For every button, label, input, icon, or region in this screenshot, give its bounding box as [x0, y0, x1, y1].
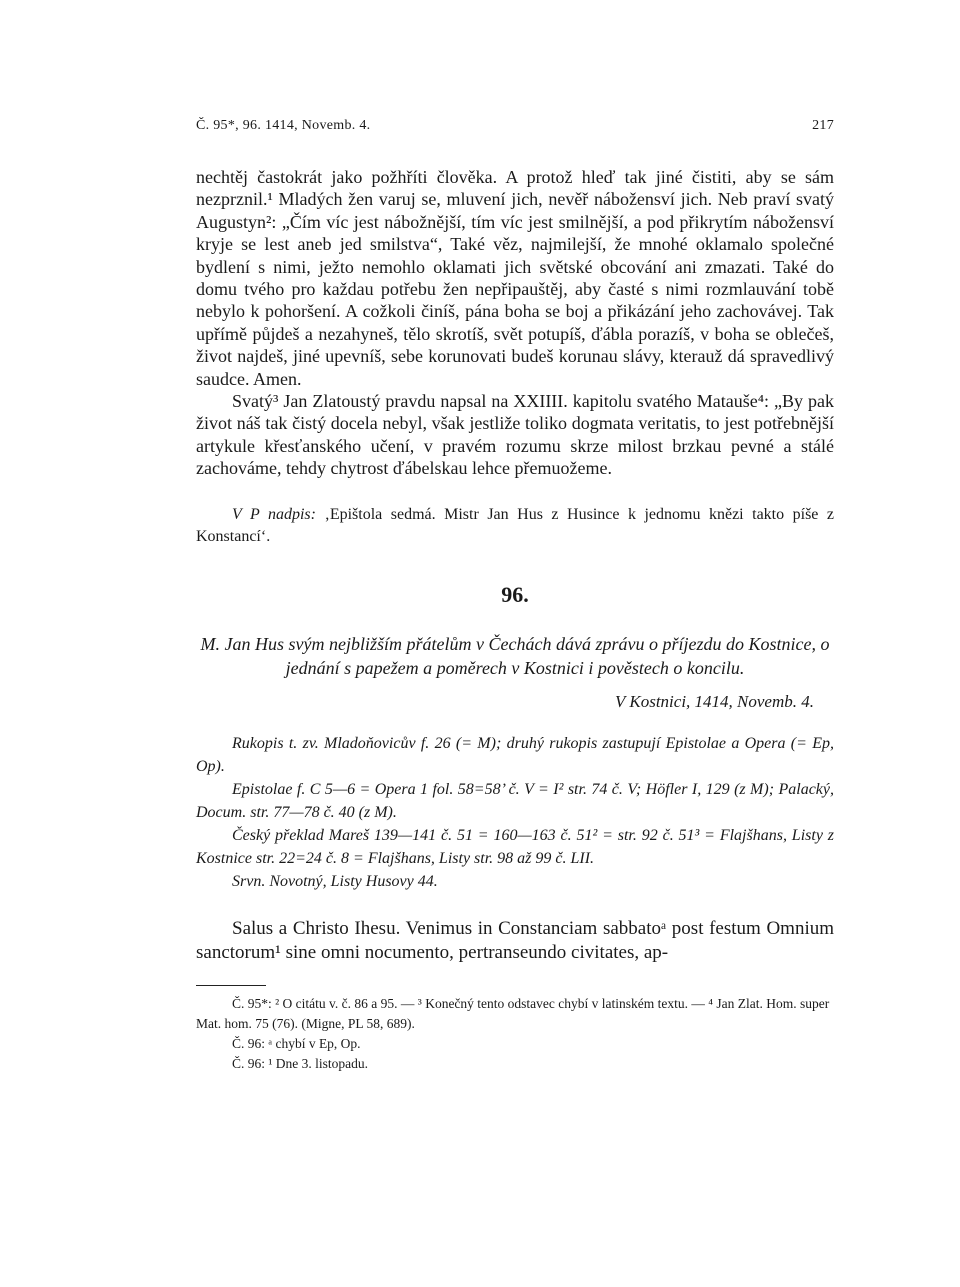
place-date: V Kostnici, 1414, Novemb. 4.: [615, 691, 814, 711]
footnote: Č. 95*: ² O citátu v. č. 86 a 95. — ³ Konečný tento odstavec chybí v latinském textu. — ⁴ Jan Zlat. Hom. super Mat. hom. 75 (76). (Migne, PL 58, 689).: [196, 995, 830, 1031]
latin-text: [196, 917, 834, 965]
source-line: Český překlad Mareš 139—141 č. 51 = 160—163 č. 51² = str. 92 č. 51³ = Flajšhans, Listy z Kostnice str. 22=24 č. 8 = Flajšhans, Listy str. 98 až 99 č. LII.: [196, 826, 834, 867]
source-line: Rukopis t. zv. Mladoňovicův f. 26 (= M); druhý rukopis zastupují Epistolae a Opera (= Ep, Op).: [196, 734, 834, 775]
source-references: [196, 732, 834, 893]
running-header: [196, 118, 834, 140]
czech-body-text: [196, 166, 834, 480]
footnotes: [196, 994, 834, 1074]
source-line: Epistolae f. C 5—6 = Opera 1 fol. 58=58’ č. V = I² str. 74 č. V; Höfler I, 129 (z M); Palacký, Docum. str. 77—78 č. 40 (z M).: [196, 780, 834, 821]
document-title: M. Jan Hus svým nejbližším přátelům v Čechách dává zprávu o příjezdu do Kostnice, o jednání s papežem a poměrech v Kostnici i pověstech o koncilu.: [200, 633, 830, 678]
page-number: 217: [812, 118, 834, 133]
footnote: Č. 96: ¹ Dne 3. listopadu.: [232, 1055, 369, 1071]
footnote: Č. 96: ᵃ chybí v Ep, Op.: [232, 1035, 361, 1051]
variant-note: [196, 504, 834, 548]
document-number: 96.: [501, 581, 529, 607]
footnote-rule: [196, 985, 266, 986]
note-text: ‚Epištola sedmá. Mistr Jan Hus z Husince k jednomu knězi takto píše z Konstancí‘.: [196, 505, 834, 545]
source-line: Srvn. Novotný, Listy Husovy 44.: [232, 872, 438, 890]
latin-line: Salus a Christo Ihesu. Venimus in Constanciam sabbatoᵃ post festum Omnium sanctorum¹ sine omni nocumento, pertranseundo civitates, ap-: [196, 917, 834, 963]
paragraph-2: Svatý³ Jan Zlatoustý pravdu napsal na XXIIII. kapitolu svatého Matauše⁴: „By pak život náš tak čistý docela nebyl, však jestliže toliko dogmata veritatis, to jest potřebnější artykule křesťanského učení, v pravém rozumu skrze milost brzkau pevné a stálé zachováme, tehdy chytrost ďábelskau lehce přemuožeme.: [196, 391, 834, 479]
paragraph-1: nechtěj častokrát jako požhříti člověka. A protož hleď tak jiné čistiti, aby se sám nezprznil.¹ Mladých žen varuj se, mluvení jich, nevěř nábožensví jich. Neb praví svatý Augustyn²: „Čím víc jest nábožnější, tím víc jest smilnější, a pod přikrytím nábožensví kryje se lest aneb jed smilstva“, Také věz, najmilejší, že mnohé oklamalo společné bydlení s nimi, ježto nemohlo oklamati jich světské obcování ani zmazati. Také do domu tvého pro každau potřebu žen nepřipauštěj, aby časté s nimi rozmlauvání tobě nebylo k pohoršení. A cožkoli činíš, pána boha se boj a přikázání jeho zachovávej. Tak upřímě půjdeš a nezahyneš, tělo skrotíš, svět potupíš, ďábla porazíš, v boha se oblečeš, život najdeš, jiné upevníš, sebe korunovati budeš korunau slávy, kterauž dá spravedlivý saudce. Amen.: [196, 167, 834, 389]
note-label: V P nadpis:: [232, 505, 316, 523]
header-reference: Č. 95*, 96. 1414, Novemb. 4.: [196, 118, 371, 133]
document-page: [196, 118, 834, 1074]
